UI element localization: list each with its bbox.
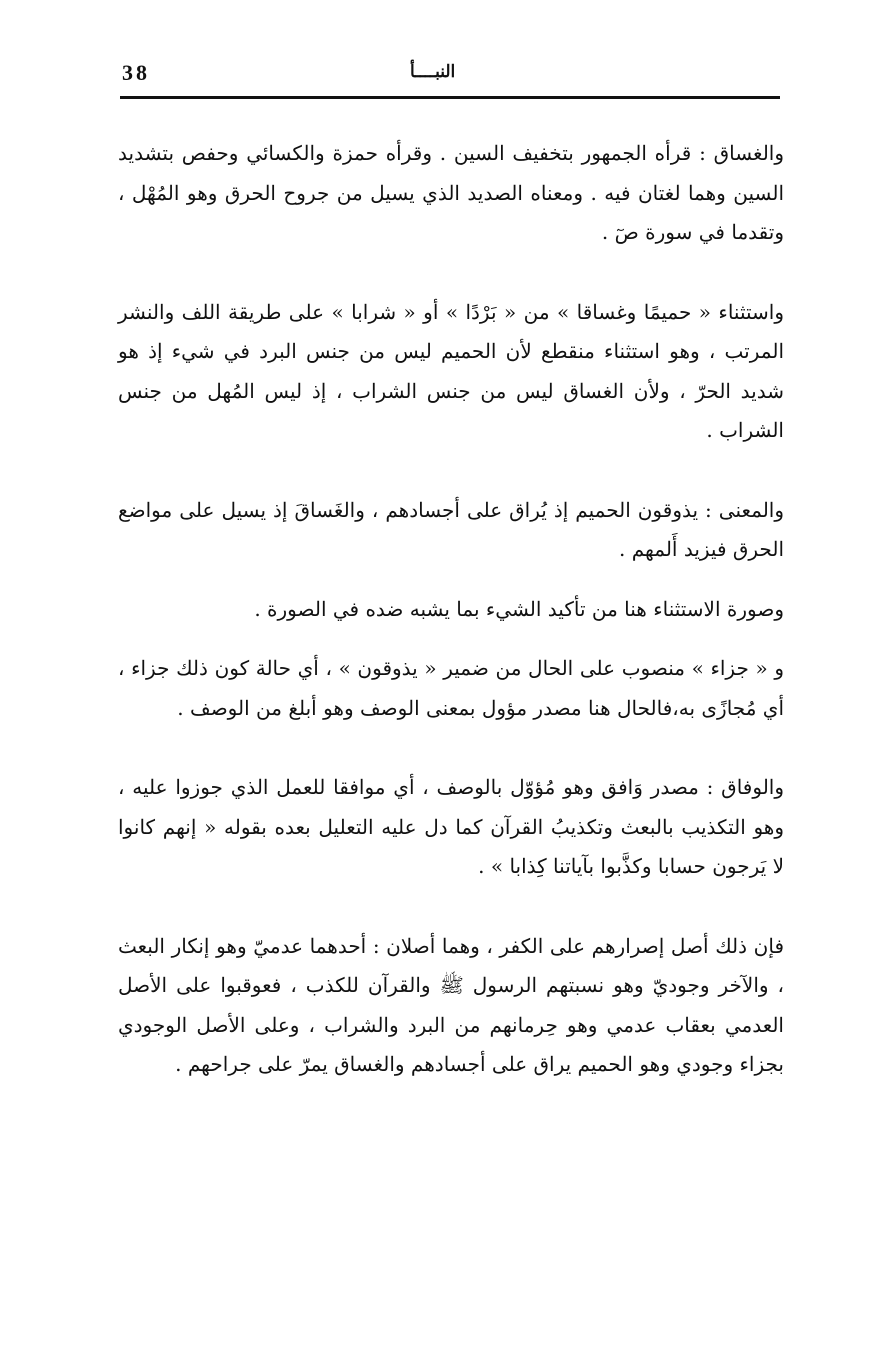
paragraph-exception: واستثناء « حميمًا وغساقا » من « بَرْدًا » أو « شرابا » على طريقة اللف والنشر المرتب ، وهو استثناء منقطع لأن الحميم ليس من جنس البرد في شيء إذ هو شديد الحرّ ، ولأن الغساق ليس من جنس الشراب ، إذ ليس المُهل من جنس الشراب . <box>118 299 784 442</box>
paragraph-wifaq: والوفاق : مصدر وَافق وهو مُؤوّل بالوصف ، أي موافقا للعمل الذي جوزوا عليه ، وهو التكذيب بالبعث وتكذيبُ القرآن كما دل عليه التعليل بعده بقوله « إنهم كانوا لا يَرجون حسابا وكذَّبوا بآياتنا كِذابا » . <box>118 775 784 878</box>
body-text <box>118 134 784 1125</box>
page-header <box>120 56 778 96</box>
paragraph-exception-form: وصورة الاستثناء هنا من تأكيد الشيء بما يشبه ضده في الصورة . <box>254 596 784 621</box>
paragraph-jazaa: و « جزاء » منصوب على الحال من ضمير « يذوقون » ، أي حالة كون ذلك جزاء ، أي مُجازًى به،فالحال هنا مصدر مؤول بمعنى الوصف وهو أبلغ من الوصف . <box>118 656 784 720</box>
page-number: 38 <box>122 60 150 85</box>
paragraph-meaning: والمعنى : يذوقون الحميم إذ يُراق على أجسادهم ، والغَساقَ إذ يسيل على مواضع الحرق فيزيد أَلمهم . <box>118 497 784 561</box>
paragraph-ghassaq: والغساق : قرأه الجمهور بتخفيف السين . وقرأه حمزة والكسائي وحفص بتشديد السين وهما لغتان فيه . ومعناه الصديد الذي يسيل من جروح الحرق وهو المُهْل ، وتقدما في سورة صٓ . <box>118 141 784 244</box>
header-rule <box>120 96 780 99</box>
running-title: النبــــأ <box>410 62 456 82</box>
paragraph-two-principles: فإن ذلك أصل إصرارهم على الكفر ، وهما أصلان : أحدهما عدميّ وهو إنكار البعث ، والآخر وجوديّ وهو نسبتهم الرسول ﷺ والقرآن للكذب ، فعوقبوا على الأصل العدمي بعقاب عدمي وهو حِرمانهم من البرد والشراب ، وعلى الأصل الوجودي بجزاء وجودي وهو الحميم يراق على أجسادهم والغساق يمرّ على جراحهم . <box>118 933 784 1076</box>
